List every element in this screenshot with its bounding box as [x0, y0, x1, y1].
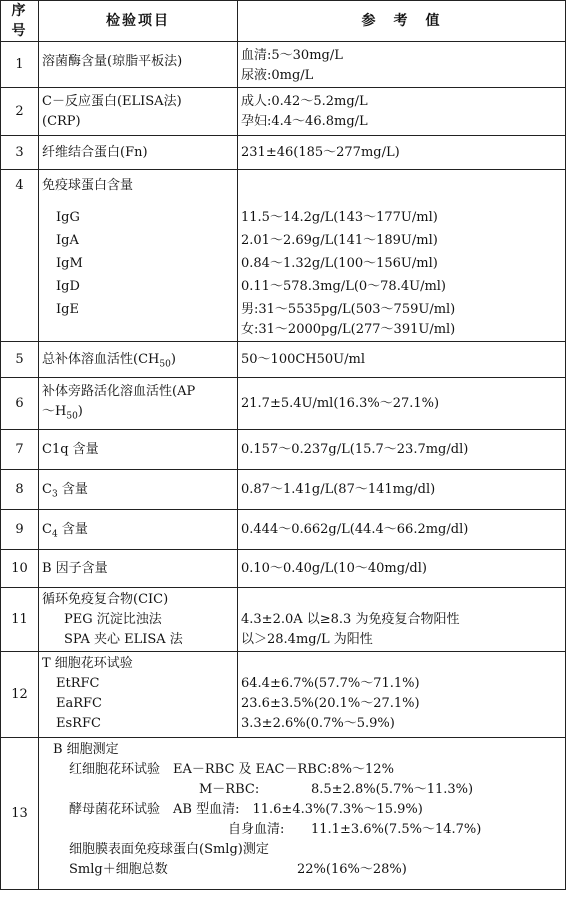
item-cell	[39, 430, 238, 470]
b-cell-line	[53, 800, 562, 820]
row-number: 4	[1, 170, 39, 342]
item-line: 溶菌酶含量(琼脂平板法)	[42, 54, 183, 69]
item-line	[42, 520, 234, 540]
ref-cell	[238, 170, 566, 342]
ref-line: 11.5～14.2g/L(143～177U/ml)	[241, 210, 438, 225]
item-cell	[39, 470, 238, 510]
ref-line: 50～100CH50U/ml	[241, 351, 366, 367]
b-cell-text: Smlg＋细胞总数	[69, 862, 168, 877]
item-line: C－反应蛋白(ELISA法)	[42, 94, 182, 109]
ref-line: 女:31～2000pg/L(277～391U/ml)	[241, 322, 456, 337]
item-cell	[39, 88, 238, 136]
ref-line: 0.157～0.237g/L(15.7～23.7mg/dl)	[241, 441, 469, 457]
ref-line: 21.7±5.4U/ml(16.3%～27.1%)	[241, 395, 440, 411]
b-cell-line: B 细胞测定	[53, 742, 119, 757]
item-subscript: 3	[51, 489, 58, 500]
item-line: SPA 夹心 ELISA 法	[64, 632, 183, 647]
table-row	[1, 430, 566, 470]
item-line	[42, 402, 234, 422]
item-line: EtRFC	[56, 676, 100, 691]
b-cell-text: 8.5±2.8%(5.7%～11.3%)	[311, 782, 474, 797]
item-line: 补体旁路活化溶血活性(AP	[42, 384, 196, 399]
item-cell	[39, 652, 238, 738]
row-number: 7	[1, 430, 39, 470]
item-line: IgE	[56, 302, 79, 317]
table-row	[1, 510, 566, 550]
row-number: 12	[1, 652, 39, 738]
item-cell	[39, 378, 238, 430]
item-text: 含量	[57, 481, 88, 497]
item-line: IgM	[56, 256, 83, 271]
header-item: 检验项目	[39, 1, 238, 42]
ref-line: 男:31～5535pg/L(503～759U/ml)	[241, 302, 456, 317]
table-row	[1, 470, 566, 510]
ref-cell	[238, 342, 566, 378]
header-ref: 参 考 值	[238, 1, 566, 42]
ref-cell	[238, 550, 566, 588]
item-text: C	[42, 481, 52, 497]
row-number: 1	[1, 42, 39, 88]
item-text: ～H	[42, 404, 67, 419]
item-text: 含量	[57, 521, 88, 537]
b-cell-line: 细胞膜表面免疫球蛋白(Smlg)测定	[69, 842, 269, 857]
b-cell-cell	[39, 738, 566, 890]
item-line	[42, 480, 234, 500]
ref-cell	[238, 510, 566, 550]
item-subscript: 50	[66, 411, 78, 422]
ref-line: 0.87～1.41g/L(87～141mg/dl)	[241, 481, 436, 497]
item-text: C	[42, 521, 52, 537]
item-text: 总补体溶血活性(CH	[42, 351, 160, 367]
row-number: 9	[1, 510, 39, 550]
header-seq: 序号	[1, 1, 39, 42]
b-cell-text: 11.6±4.3%(7.3%～15.9%)	[252, 802, 423, 817]
table-row	[1, 342, 566, 378]
table-row	[1, 738, 566, 890]
row-number: 3	[1, 136, 39, 170]
item-line	[42, 350, 234, 370]
header-row	[1, 1, 566, 42]
b-cell-text: 酵母菌花环试验 AB 型血清:	[69, 802, 240, 817]
ref-cell	[238, 430, 566, 470]
ref-cell	[238, 652, 566, 738]
item-cell	[39, 42, 238, 88]
ref-line: 23.6±3.5%(20.1%～27.1%)	[241, 696, 420, 711]
item-cell	[39, 588, 238, 652]
ref-line: 孕妇:4.4～46.8mg/L	[241, 114, 368, 129]
b-cell-text: M－RBC:	[199, 782, 260, 797]
table-row	[1, 88, 566, 136]
item-line: B 因子含量	[42, 560, 108, 576]
item-line: IgD	[56, 279, 80, 294]
item-text: )	[170, 351, 176, 367]
ref-line: 3.3±2.6%(0.7%～5.9%)	[241, 716, 395, 731]
table-row	[1, 378, 566, 430]
row-number: 6	[1, 378, 39, 430]
item-subscript: 4	[51, 529, 58, 540]
item-text: )	[77, 404, 83, 419]
ref-line: 血清:5～30mg/L	[241, 48, 343, 63]
row-number: 8	[1, 470, 39, 510]
item-line: 纤维结合蛋白(Fn)	[42, 144, 148, 160]
ref-cell	[238, 378, 566, 430]
ref-cell	[238, 588, 566, 652]
item-line: 免疫球蛋白含量	[42, 178, 134, 193]
item-line: PEG 沉淀比浊法	[64, 612, 162, 627]
ref-line: 以＞28.4mg/L 为阳性	[241, 632, 373, 647]
item-cell	[39, 510, 238, 550]
ref-line: 64.4±6.7%(57.7%～71.1%)	[241, 676, 420, 691]
ref-line: 0.84～1.32g/L(100～156U/ml)	[241, 256, 438, 271]
ref-cell	[238, 88, 566, 136]
ref-line: 成人:0.42～5.2mg/L	[241, 94, 368, 109]
item-line: T 细胞花环试验	[42, 656, 133, 671]
item-line: IgA	[56, 233, 79, 248]
item-line: IgG	[56, 210, 80, 225]
row-number: 13	[1, 738, 39, 890]
table-row	[1, 170, 566, 342]
item-subscript: 50	[159, 359, 171, 370]
item-line: C1q 含量	[42, 441, 99, 457]
table-row	[1, 652, 566, 738]
item-line: (CRP)	[42, 114, 81, 129]
item-cell	[39, 550, 238, 588]
ref-line: 231±46(185～277mg/L)	[241, 144, 400, 160]
b-cell-line: 红细胞花环试验 EA－RBC 及 EAC－RBC:8%～12%	[69, 762, 394, 777]
table-row	[1, 136, 566, 170]
ref-line: 2.01～2.69g/L(141～189U/ml)	[241, 233, 438, 248]
ref-line: 0.444～0.662g/L(44.4～66.2mg/dl)	[241, 521, 469, 537]
b-cell-line	[53, 820, 562, 840]
ref-line: 4.3±2.0A 以≥8.3 为免疫复合物阳性	[241, 612, 460, 627]
ref-cell	[238, 136, 566, 170]
row-number: 5	[1, 342, 39, 378]
item-line: EsRFC	[56, 716, 101, 731]
ref-line: 0.11～578.3mg/L(0～78.4U/ml)	[241, 279, 447, 294]
b-cell-text: 11.1±3.6%(7.5%～14.7%)	[311, 822, 482, 837]
b-cell-line	[53, 860, 562, 880]
table-row	[1, 550, 566, 588]
item-cell	[39, 342, 238, 378]
ref-cell	[238, 470, 566, 510]
b-cell-text: 22%(16%～28%)	[297, 862, 407, 877]
table-row	[1, 588, 566, 652]
item-cell	[39, 136, 238, 170]
b-cell-line	[53, 780, 562, 800]
row-number: 10	[1, 550, 39, 588]
b-cell-text: 自身血清:	[228, 822, 285, 837]
row-number: 11	[1, 588, 39, 652]
item-line: EaRFC	[56, 696, 102, 711]
ref-line: 0.10～0.40g/L(10～40mg/dl)	[241, 560, 427, 576]
ref-line: 尿液:0mg/L	[241, 68, 314, 83]
ref-cell	[238, 42, 566, 88]
table-row	[1, 42, 566, 88]
item-cell	[39, 170, 238, 342]
item-line: 循环免疫复合物(CIC)	[42, 592, 169, 607]
row-number: 2	[1, 88, 39, 136]
